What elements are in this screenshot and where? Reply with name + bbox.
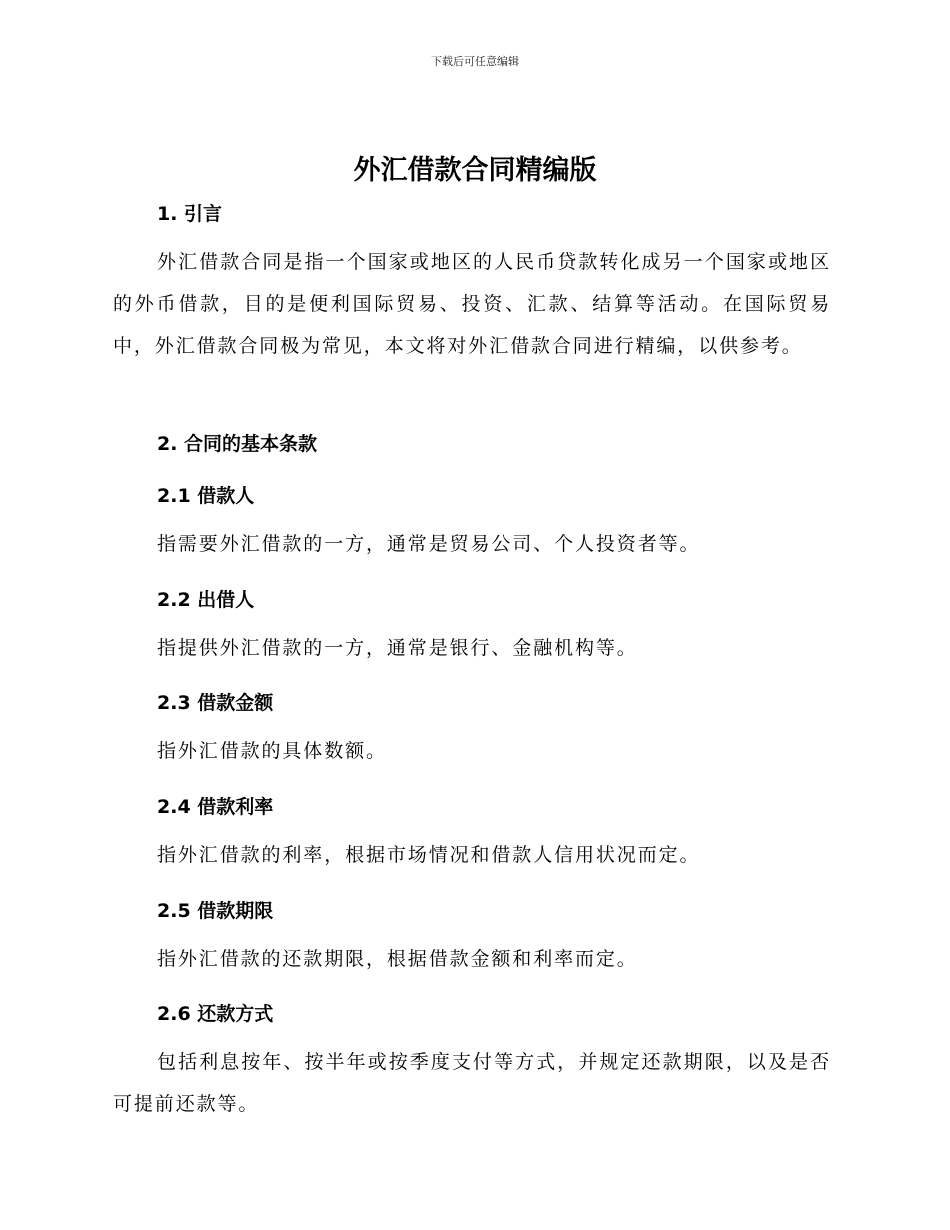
section-body-interest-rate: 指外汇借款的利率，根据市场情况和借款人信用状况而定。 bbox=[157, 844, 701, 866]
section-body-borrower: 指需要外汇借款的一方，通常是贸易公司、个人投资者等。 bbox=[157, 533, 701, 555]
section-body-introduction: 外汇借款合同是指一个国家或地区的人民币贷款转化成另一个国家或地区的外币借款，目的是便利国际贸易、投资、汇款、结算等活动。在国际贸易中，外汇借款合同极为常见，本文将对外汇借款合同进行精编，以供参考。 bbox=[113, 251, 831, 357]
section-body-lender: 指提供外汇借款的一方，通常是银行、金融机构等。 bbox=[157, 637, 638, 659]
section-heading-interest-rate: 2.4 借款利率 bbox=[157, 796, 274, 818]
section-body-repayment-method: 包括利息按年、按半年或按季度支付等方式，并规定还款期限，以及是否可提前还款等。 bbox=[113, 1051, 831, 1115]
section-heading-loan-amount: 2.3 借款金额 bbox=[157, 692, 274, 714]
document-title: 外汇借款合同精编版 bbox=[353, 155, 597, 186]
section-heading-borrower: 2.1 借款人 bbox=[157, 485, 255, 507]
section-heading-introduction: 1. 引言 bbox=[157, 203, 223, 225]
section-heading-loan-term: 2.5 借款期限 bbox=[157, 900, 274, 922]
header-note: 下载后可任意编辑 bbox=[431, 55, 519, 68]
section-body-loan-term: 指外汇借款的还款期限，根据借款金额和利率而定。 bbox=[157, 948, 638, 970]
section-heading-basic-terms: 2. 合同的基本条款 bbox=[157, 433, 318, 455]
section-body-loan-amount: 指外汇借款的具体数额。 bbox=[157, 740, 387, 762]
section-heading-lender: 2.2 出借人 bbox=[157, 589, 255, 611]
section-heading-repayment-method: 2.6 还款方式 bbox=[157, 1003, 274, 1025]
